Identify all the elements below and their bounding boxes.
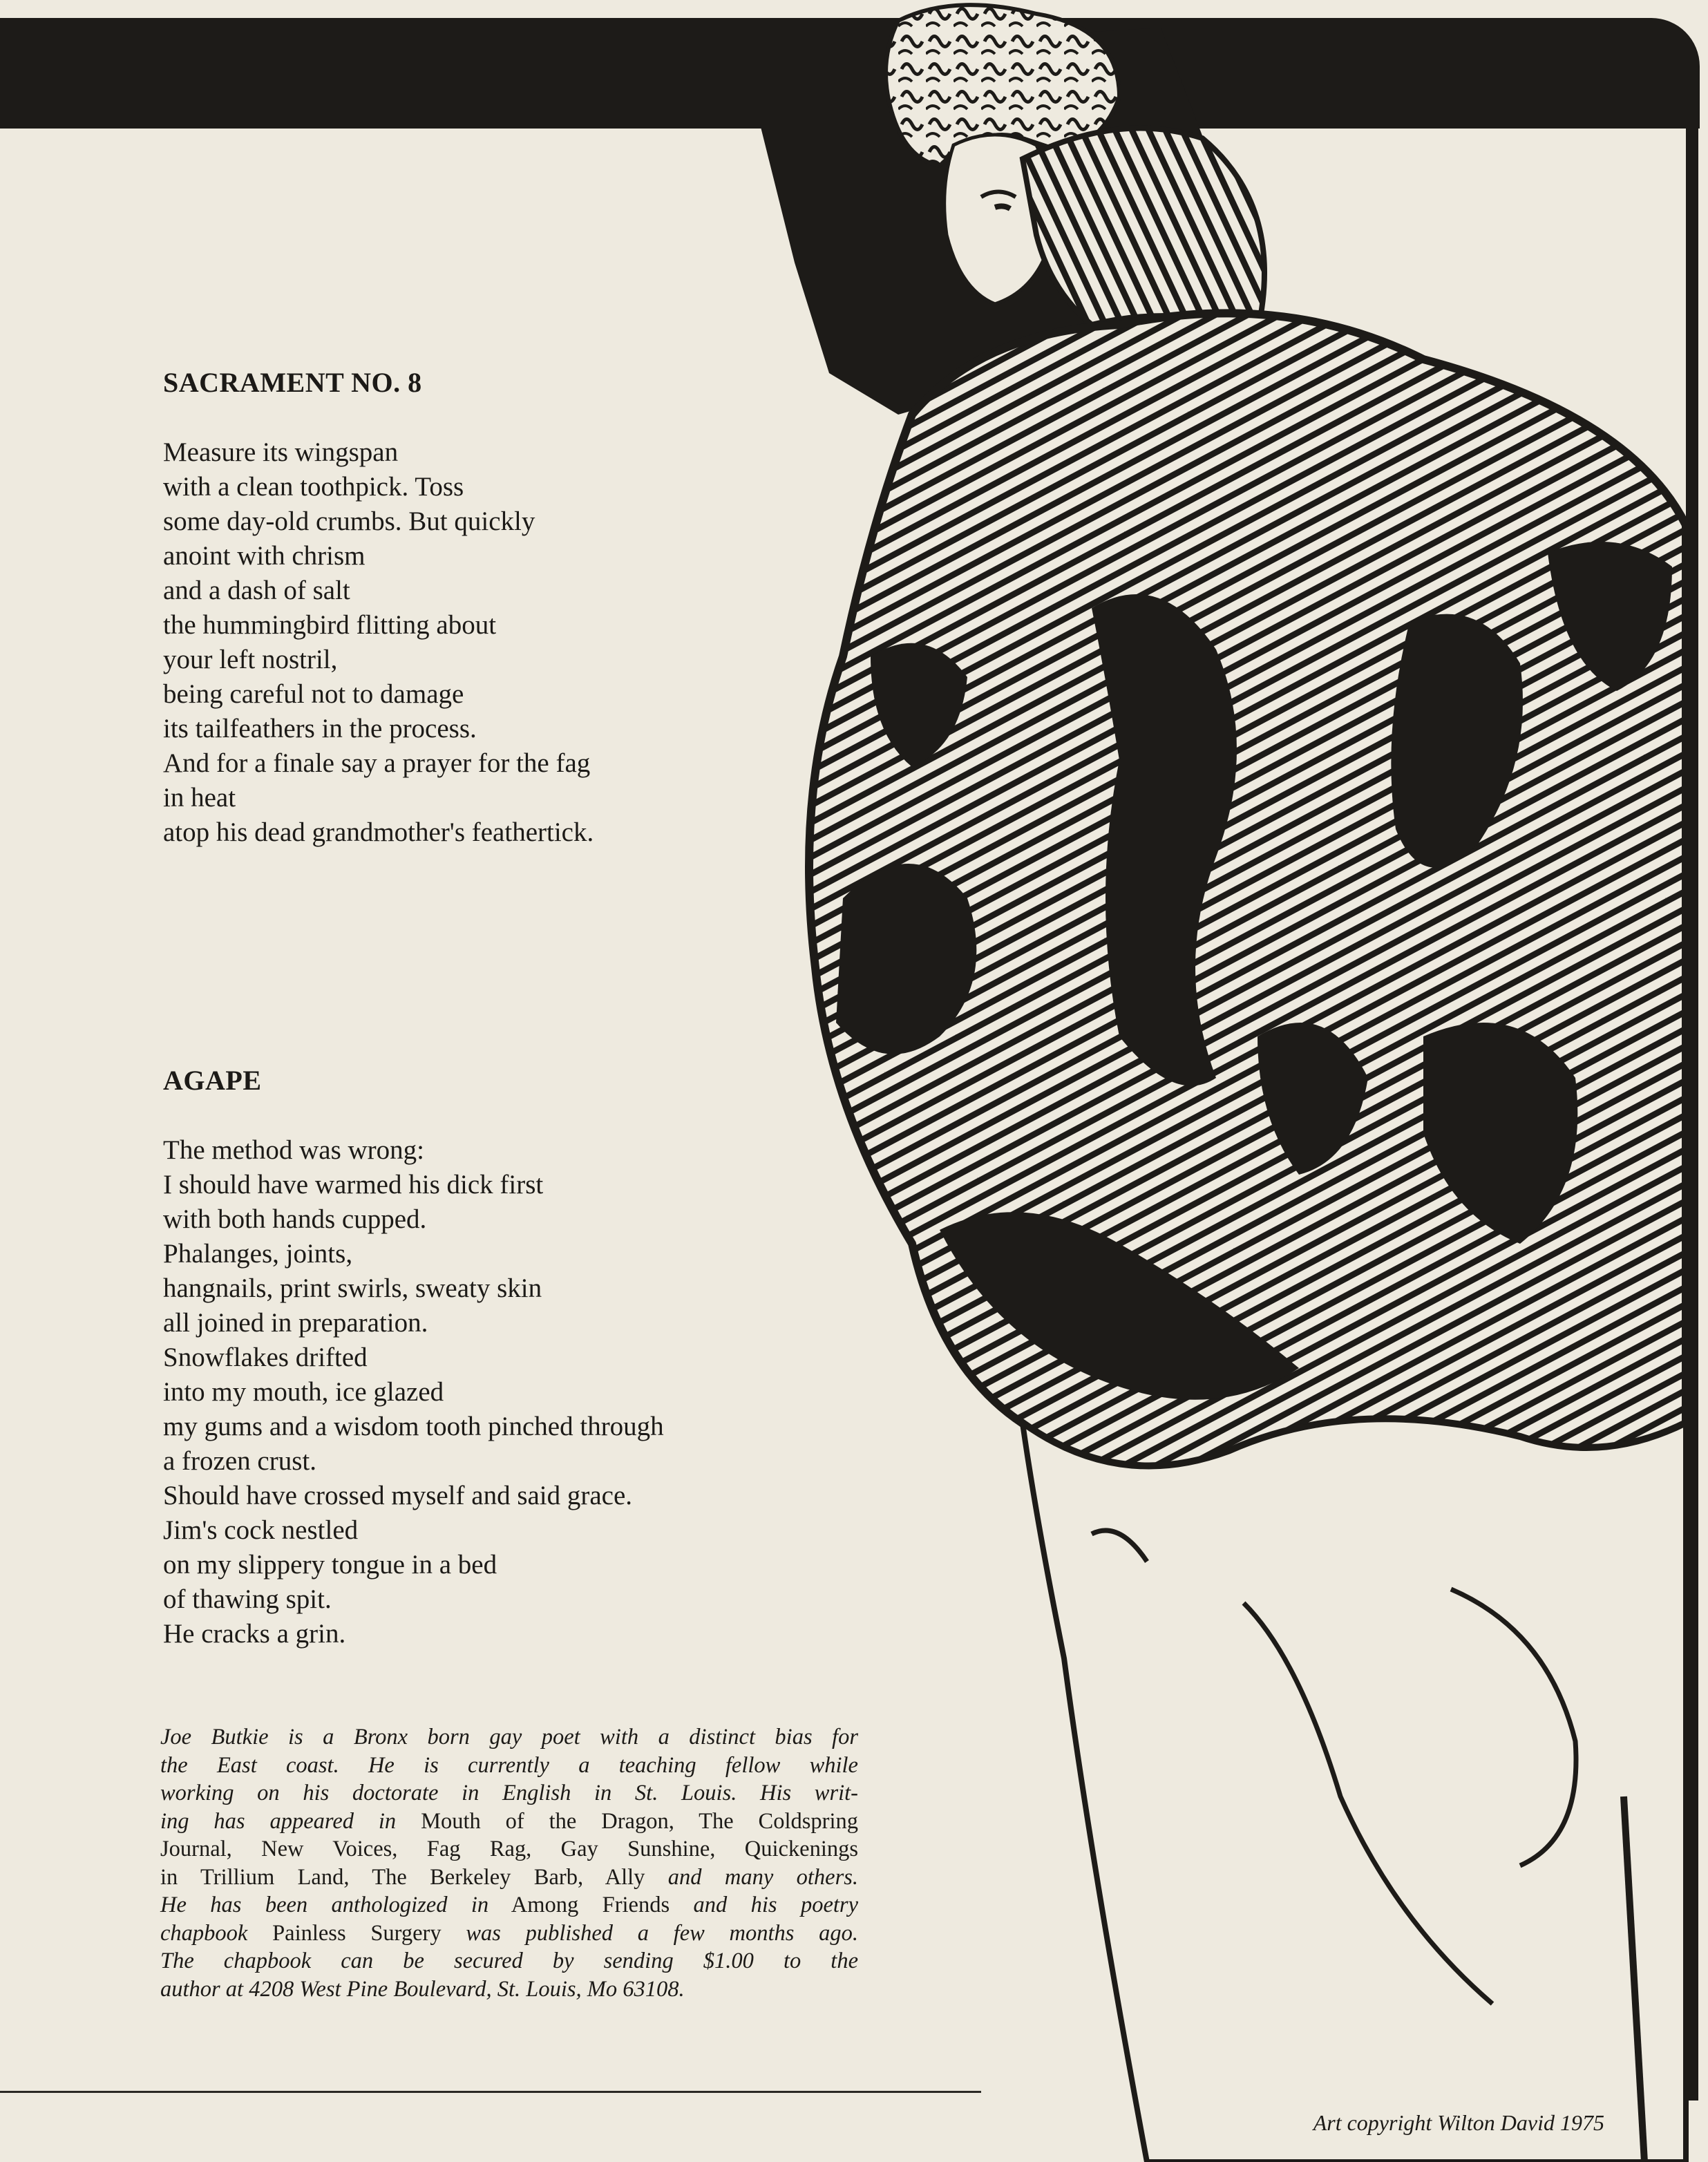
bio-fragment: in Trillium Land, The Berkeley Barb, Ally	[160, 1864, 645, 1890]
bio-line: Journal, New Voices, Fag Rag, Gay Sunshine, Quickenings	[160, 1837, 858, 1861]
bio-fragment: Mouth of the Dragon, The Coldspring	[421, 1808, 859, 1834]
poem-title: SACRAMENT NO. 8	[163, 367, 422, 398]
art-credit: Art copyright Wilton David 1975	[1313, 2110, 1604, 2135]
poem-line: with both hands cupped.	[163, 1204, 427, 1234]
poem-line: the hummingbird flitting about	[163, 610, 497, 640]
poem-line: your left nostril,	[163, 645, 338, 674]
poem-line: Snowflakes drifted	[163, 1343, 368, 1372]
poem-line: anoint with chrism	[163, 541, 366, 571]
poem-line: a frozen crust.	[163, 1446, 316, 1476]
poem-sacrament	[163, 366, 854, 850]
bio-line	[160, 1891, 858, 1919]
bio-line	[160, 1808, 858, 1836]
bio-fragment: and many others.	[667, 1864, 859, 1890]
poem-title: AGAPE	[163, 1065, 262, 1096]
bio-line: Joe Butkie is a Bronx born gay poet with a distinct bias for	[160, 1725, 858, 1749]
poem-line: atop his dead grandmother's feathertick.	[163, 817, 594, 847]
poem-line: The method was wrong:	[163, 1135, 425, 1165]
bio-fragment: He has been anthologized in	[160, 1893, 489, 1917]
poem-line: all joined in preparation.	[163, 1308, 428, 1338]
poem-line: And for a finale say a prayer for the fag	[163, 748, 591, 778]
poem-line: He cracks a grin.	[163, 1619, 346, 1649]
bio-line: working on his doctorate in English in St. Louis. His writ-	[160, 1781, 858, 1805]
poem-line: on my slippery tongue in a bed	[163, 1550, 497, 1580]
poem-line: of thawing spit.	[163, 1584, 332, 1614]
poem-line: with a clean toothpick. Toss	[163, 472, 464, 502]
poem-line: some day-old crumbs. But quickly	[163, 506, 535, 536]
bio-line	[160, 1864, 858, 1892]
bio-fragment: and his poetry	[693, 1893, 858, 1917]
poem-line: in heat	[163, 783, 236, 813]
ink-illustration	[732, 0, 1708, 2162]
bio-line: the East coast. He is currently a teaching fellow while	[160, 1752, 858, 1778]
bio-fragment: Painless Surgery	[272, 1920, 442, 1946]
bottom-rule	[0, 2091, 981, 2093]
poem-line: into my mouth, ice glazed	[163, 1377, 444, 1407]
poem-line: being careful not to damage	[163, 679, 464, 709]
bio-line: author at 4208 West Pine Boulevard, St. Louis, Mo 63108.	[160, 1976, 685, 2002]
author-bio	[160, 1723, 858, 2003]
bio-fragment: chapbook	[160, 1920, 248, 1946]
bio-line	[160, 1919, 858, 1948]
bio-fragment: was published a few months ago.	[466, 1920, 858, 1946]
poem-agape	[163, 1064, 854, 1651]
bio-fragment: ing has appeared in	[160, 1808, 397, 1834]
poem-line: Phalanges, joints,	[163, 1239, 353, 1269]
poem-line: I should have warmed his dick first	[163, 1170, 544, 1199]
poem-line: and a dash of salt	[163, 576, 350, 605]
poem-line: its tailfeathers in the process.	[163, 714, 477, 743]
bio-line: The chapbook can be secured by sending $1.00 to the	[160, 1948, 858, 1973]
poem-line: my gums and a wisdom tooth pinched through	[163, 1412, 664, 1441]
bio-fragment: Among Friends	[511, 1893, 670, 1917]
poem-line: Jim's cock nestled	[163, 1515, 359, 1545]
poem-line: hangnails, print swirls, sweaty skin	[163, 1273, 542, 1303]
poem-line: Should have crossed myself and said grace.	[163, 1481, 633, 1510]
poem-line: Measure its wingspan	[163, 437, 399, 467]
pants-shape	[1023, 1419, 1686, 2162]
